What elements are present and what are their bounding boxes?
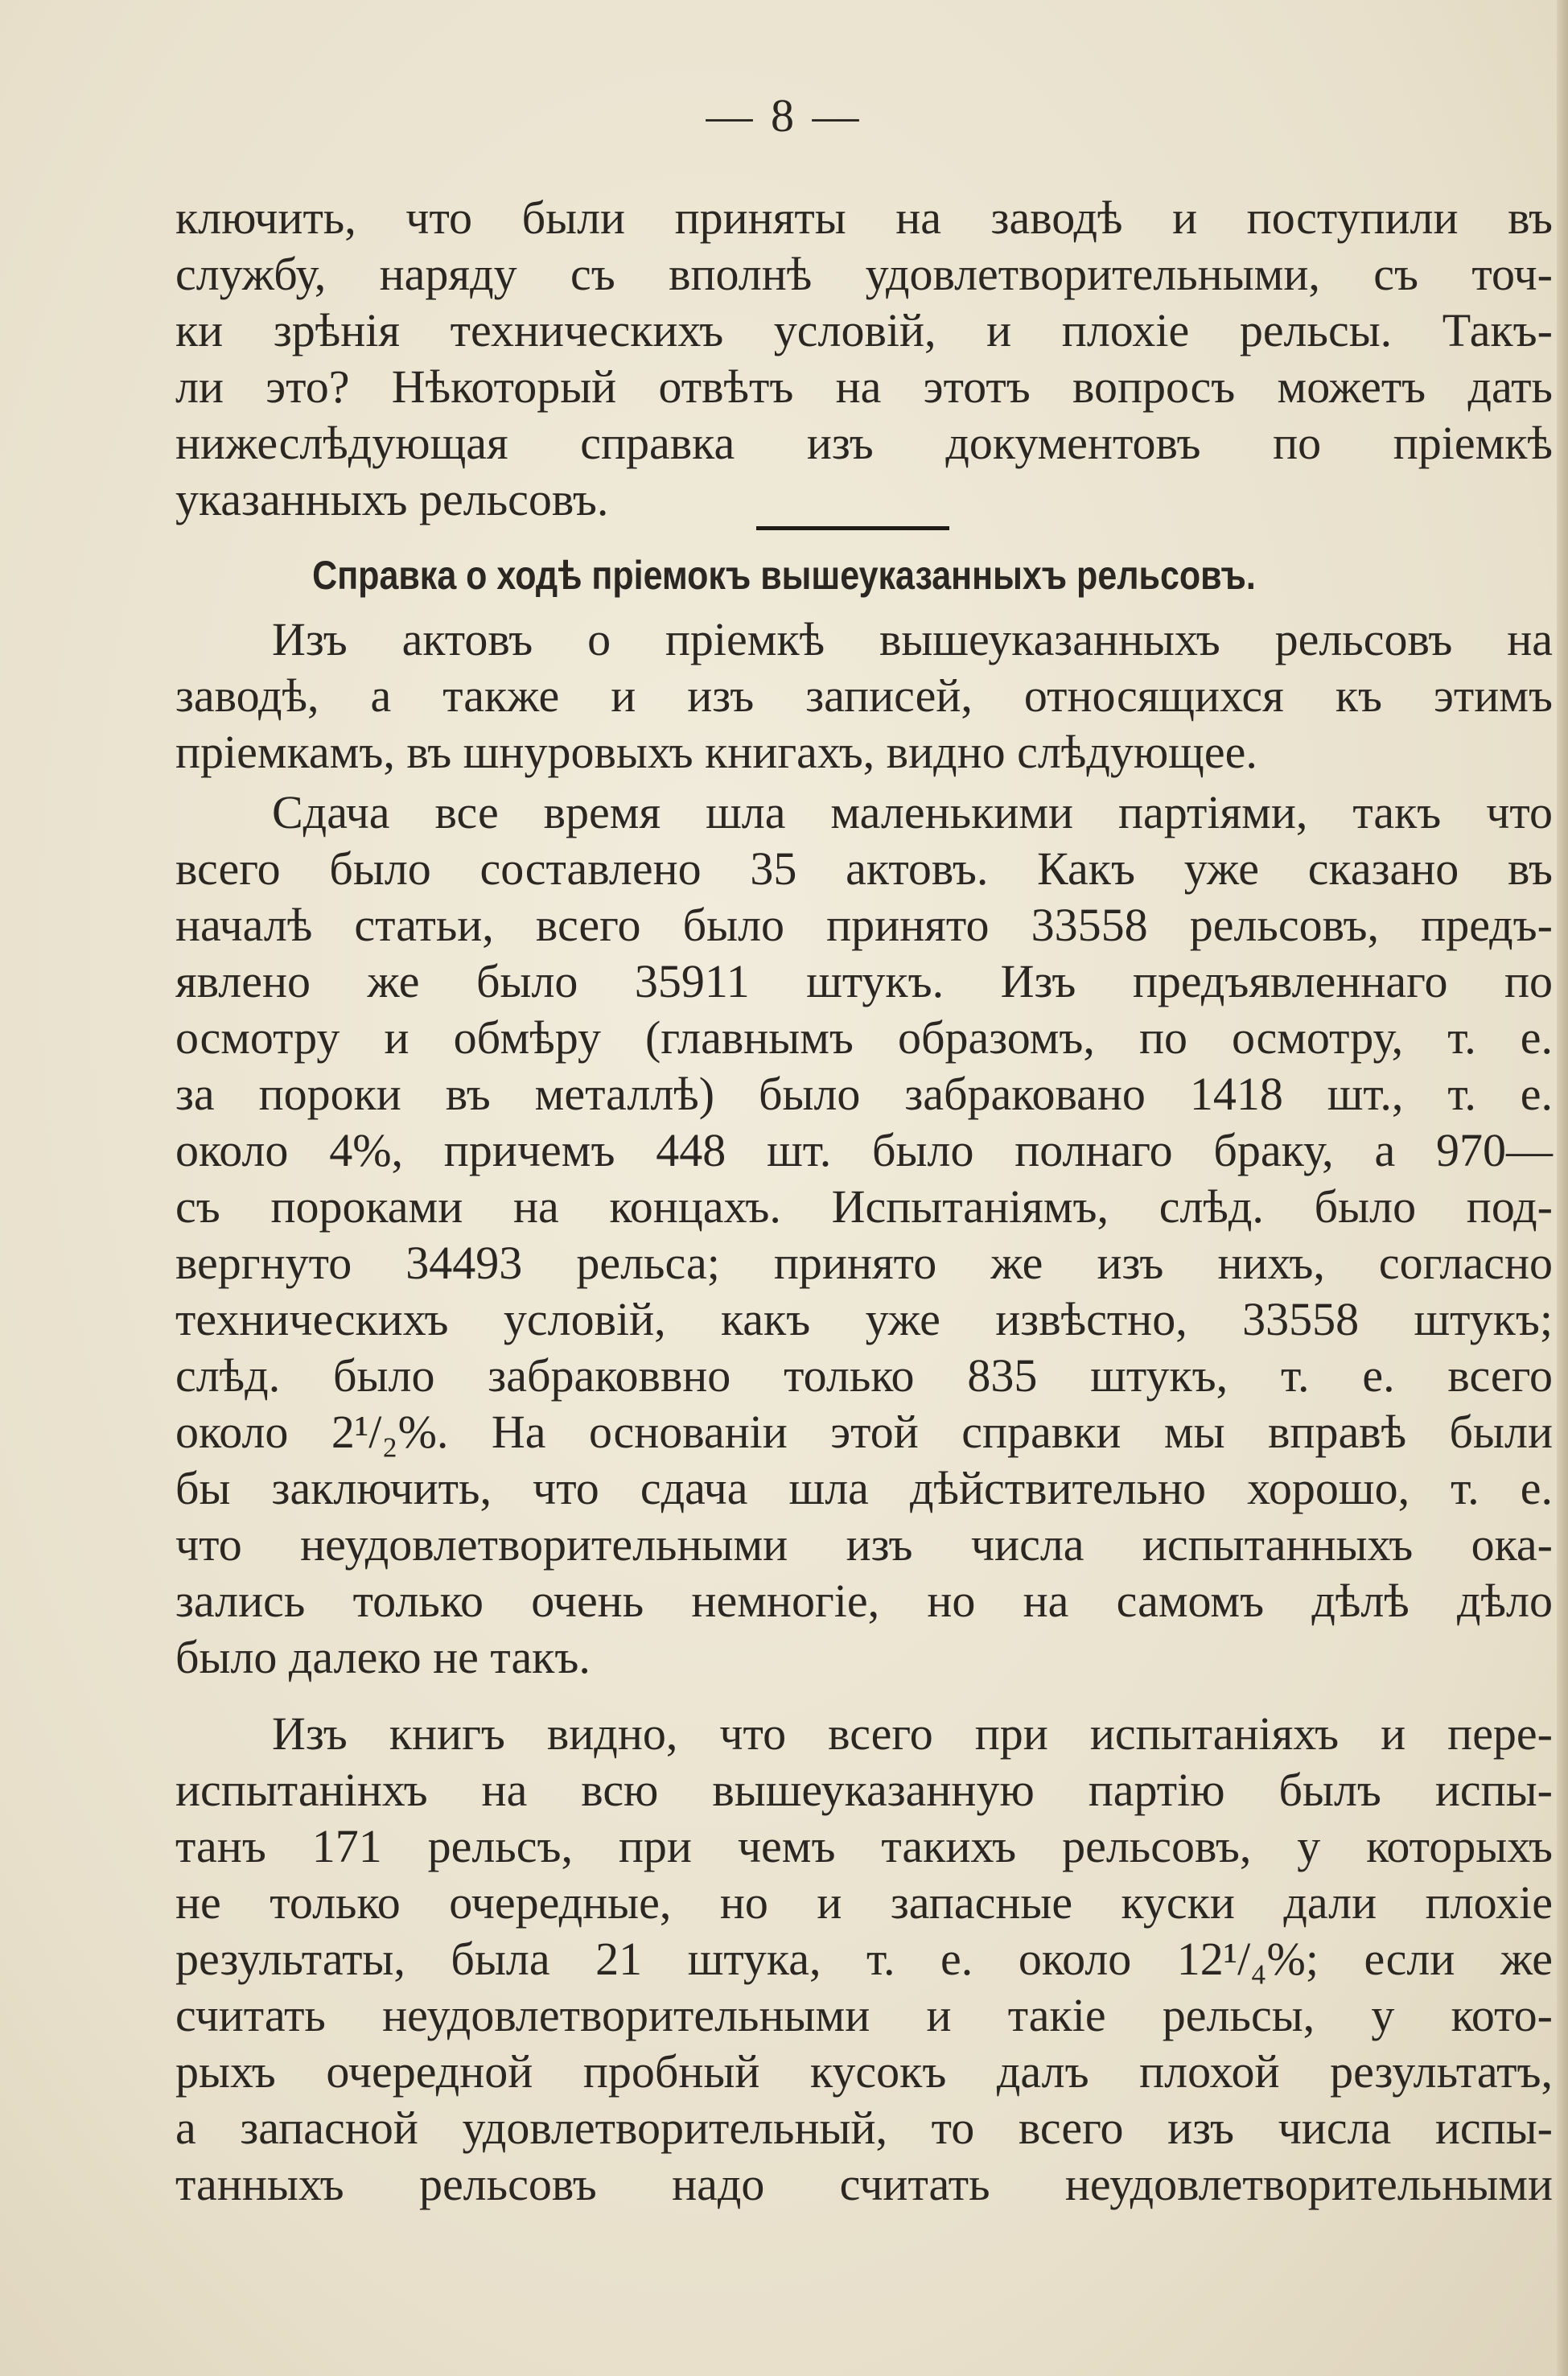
- text-line: явлено же было 35911 штукъ. Изъ предъявленнаго по: [175, 955, 1553, 1007]
- section-heading: Справка о ходѣ пріемокъ вышеуказанныхъ рельсовъ.: [312, 553, 1256, 598]
- text-line: Изъ актовъ о пріемкѣ вышеуказанныхъ рельсовъ на: [272, 613, 1553, 665]
- text-line: танныхъ рельсовъ надо считать неудовлетворительными: [175, 2158, 1553, 2210]
- separator-rule: [756, 526, 949, 530]
- text-line: за пороки въ металлѣ) было забраковано 1418 шт., т. е.: [175, 1068, 1553, 1120]
- text-line: слѣд. было забраковвно только 835 штукъ, т. е. всего: [175, 1349, 1553, 1402]
- text-line: около 4%, причемъ 448 шт. было полнаго браку, а 970—: [175, 1124, 1553, 1176]
- text-line: танъ 171 рельсъ, при чемъ такихъ рельсовъ, у которыхъ: [175, 1820, 1553, 1872]
- text-line: зались только очень немногіе, но на самомъ дѣлѣ дѣло: [175, 1575, 1553, 1627]
- text-line: нижеслѣдующая справка изъ документовъ по пріемкѣ: [175, 417, 1553, 469]
- text-line: около 2¹/₂%. На основаніи этой справки мы вправѣ были: [175, 1406, 1553, 1458]
- text-line: вергнуто 34493 рельса; принято же изъ нихъ, согласно: [175, 1237, 1553, 1289]
- page-edge-shadow: [1557, 0, 1568, 2376]
- text-line: указанныхъ рельсовъ.: [175, 473, 609, 525]
- text-line: пріемкамъ, въ шнуровыхъ книгахъ, видно слѣдующее.: [175, 726, 1257, 778]
- text-line: осмотру и обмѣру (главнымъ образомъ, по осмотру, т. е.: [175, 1011, 1553, 1064]
- text-line: что неудовлетворительными изъ числа испытанныхъ ока-: [175, 1518, 1553, 1571]
- text-line: ключить, что были приняты на заводѣ и поступили въ: [175, 191, 1553, 244]
- text-line: съ пороками на концахъ. Испытаніямъ, слѣд. было под-: [175, 1180, 1553, 1233]
- text-line: всего было составлено 35 актовъ. Какъ уже сказано въ: [175, 842, 1553, 895]
- text-line: техническихъ условій, какъ уже извѣстно, 33558 штукъ;: [175, 1293, 1553, 1345]
- text-line: бы заключить, что сдача шла дѣйствительно хорошо, т. е.: [175, 1462, 1553, 1514]
- text-line: испытанiнхъ на всю вышеуказанную партію былъ испы-: [175, 1764, 1553, 1816]
- text-line: началѣ статьи, всего было принято 33558 рельсовъ, предъ-: [175, 899, 1553, 951]
- text-line: заводѣ, а также и изъ записей, относящихся къ этимъ: [175, 669, 1553, 722]
- page-number: — 8 —: [706, 89, 862, 142]
- text-line: рыхъ очередной пробный кусокъ далъ плохой результатъ,: [175, 2045, 1553, 2098]
- text-line: не только очередные, но и запасные куски дали плохіе: [175, 1876, 1553, 1929]
- text-line: Изъ книгъ видно, что всего при испытаніяхъ и пере-: [272, 1707, 1553, 1760]
- text-line: службу, наряду съ вполнѣ удовлетворительными, съ точ-: [175, 248, 1553, 300]
- text-line: Сдача все время шла маленькими партіями, такъ что: [272, 786, 1553, 838]
- text-line: ли это? Нѣкоторый отвѣтъ на этотъ вопросъ можетъ дать: [175, 360, 1553, 413]
- text-line: считать неудовлетворительными и такіе рельсы, у кото-: [175, 1989, 1553, 2041]
- text-line: ки зрѣнія техническихъ условій, и плохіе рельсы. Такъ-: [175, 304, 1553, 356]
- text-line: было далеко не такъ.: [175, 1631, 591, 1683]
- text-line: результаты, была 21 штука, т. е. около 12¹/₄%; если же: [175, 1933, 1553, 1985]
- text-line: а запасной удовлетворительный, то всего изъ числа испы-: [175, 2102, 1553, 2154]
